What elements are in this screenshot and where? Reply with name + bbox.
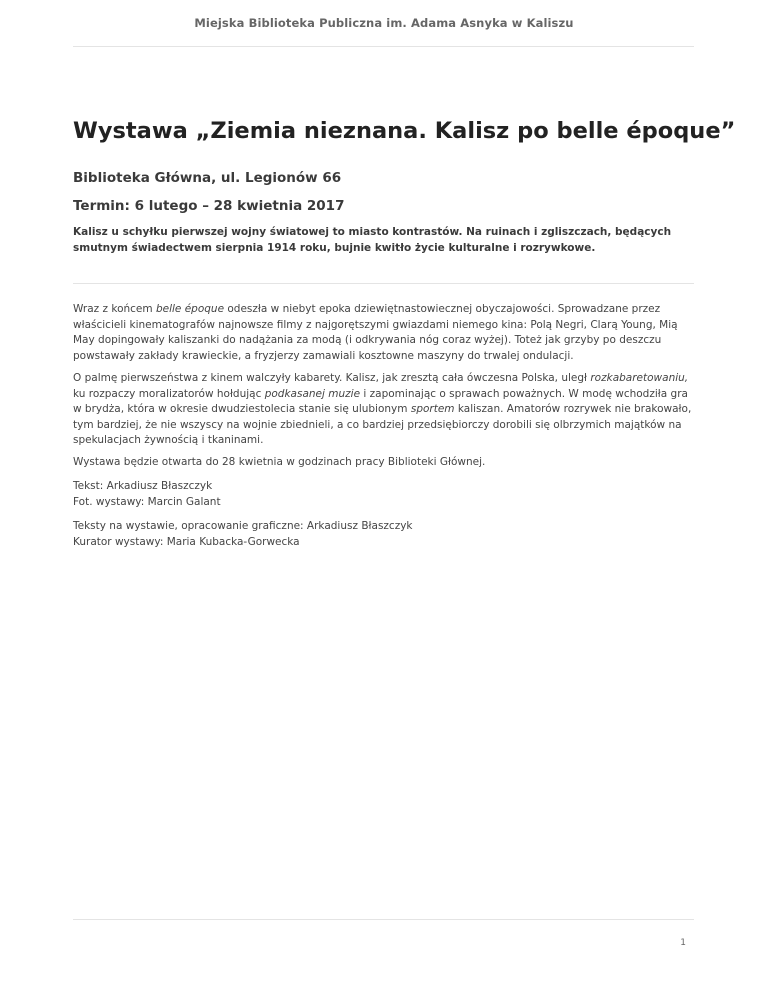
event-dates: Termin: 6 lutego – 28 kwietnia 2017 bbox=[73, 198, 345, 214]
body-paragraph-3 bbox=[73, 455, 698, 471]
text-line: O palmę pierwszeństwa z kinem walczyły kabarety. Kalisz, jak zresztą cała ówczesna Polska, uległ rozkabaretowaniu, bbox=[73, 372, 689, 384]
footer-divider bbox=[73, 919, 694, 920]
credits-block-2 bbox=[73, 519, 698, 550]
lead-line: smutnym świadectwem sierpnia 1914 roku, bujnie kwitło życie kulturalne i rozrywkowe. bbox=[73, 242, 596, 254]
credits-block-1 bbox=[73, 479, 698, 510]
text-line: ku rozpaczy moralizatorów hołdując podkasanej muzie i zapominając o sprawach poważnych. W modę wchodziła gra bbox=[73, 387, 688, 400]
page-header bbox=[0, 0, 768, 46]
text-line: May dopingowały kaliszanki do nadążania za modą (i odkrywania nóg coraz wyżej). Toteż jak grzyby po deszczu bbox=[73, 334, 662, 346]
content-divider bbox=[73, 283, 694, 284]
text-author-credit: Tekst: Arkadiusz Błaszczyk bbox=[73, 480, 213, 492]
lead-line: Kalisz u schyłku pierwszej wojny światowej to miasto kontrastów. Na ruinach i zgliszczach, będących bbox=[73, 226, 672, 238]
text-line: tym bardziej, że nie wszyscy na wojnie zbiednieli, a co bardziej przedsiębiorczy dorobili się olbrzymich majątków na bbox=[73, 418, 682, 431]
body-paragraph-2 bbox=[73, 371, 698, 449]
photo-credit: Fot. wystawy: Marcin Galant bbox=[73, 495, 221, 508]
text-line: w brydża, która w okresie dwudziestolecia stanie się ulubionym sportem kaliszan. Amatorów rozrywek nie brakowało, bbox=[73, 403, 692, 415]
text-line: Wystawa będzie otwarta do 28 kwietnia w godzinach pracy Biblioteki Głównej. bbox=[73, 456, 486, 468]
italic-term: podkasanej muzie bbox=[264, 387, 361, 400]
library-name-header: Miejska Biblioteka Publiczna im. Adama Asnyka w Kaliszu bbox=[194, 16, 574, 30]
curator-credit: Kurator wystawy: Maria Kubacka-Gorwecka bbox=[73, 535, 300, 548]
italic-term: sportem bbox=[410, 403, 455, 415]
header-divider bbox=[73, 46, 694, 47]
italic-term: belle époque bbox=[155, 303, 225, 315]
text-line: spekulacjach żywnością i tkaninami. bbox=[73, 434, 264, 446]
page-number: 1 bbox=[680, 938, 686, 948]
text-line: właścicieli kinematografów najnowsze filmy z najgorętszymi gwiazdami niemego kina: Polą Negri, Clarą Young, Mią bbox=[73, 318, 678, 331]
body-paragraph-1 bbox=[73, 302, 698, 364]
text-line: Wraz z końcem belle époque odeszła w niebyt epoka dziewiętnastowiecznej obyczajowości. Sprowadzane przez bbox=[73, 303, 661, 315]
page-title: Wystawa „Ziemia nieznana. Kalisz po belle époque” bbox=[73, 118, 736, 144]
italic-term: rozkabaretowaniu, bbox=[590, 372, 689, 384]
event-location: Biblioteka Główna, ul. Legionów 66 bbox=[73, 170, 342, 186]
lead-paragraph bbox=[73, 224, 695, 256]
text-line: powstawały zakłady krawieckie, a fryzjerzy zamawiali kosztowne maszyny do trwalej ondulacji. bbox=[73, 349, 574, 362]
exhibition-texts-credit: Teksty na wystawie, opracowanie graficzne: Arkadiusz Błaszczyk bbox=[73, 520, 413, 532]
